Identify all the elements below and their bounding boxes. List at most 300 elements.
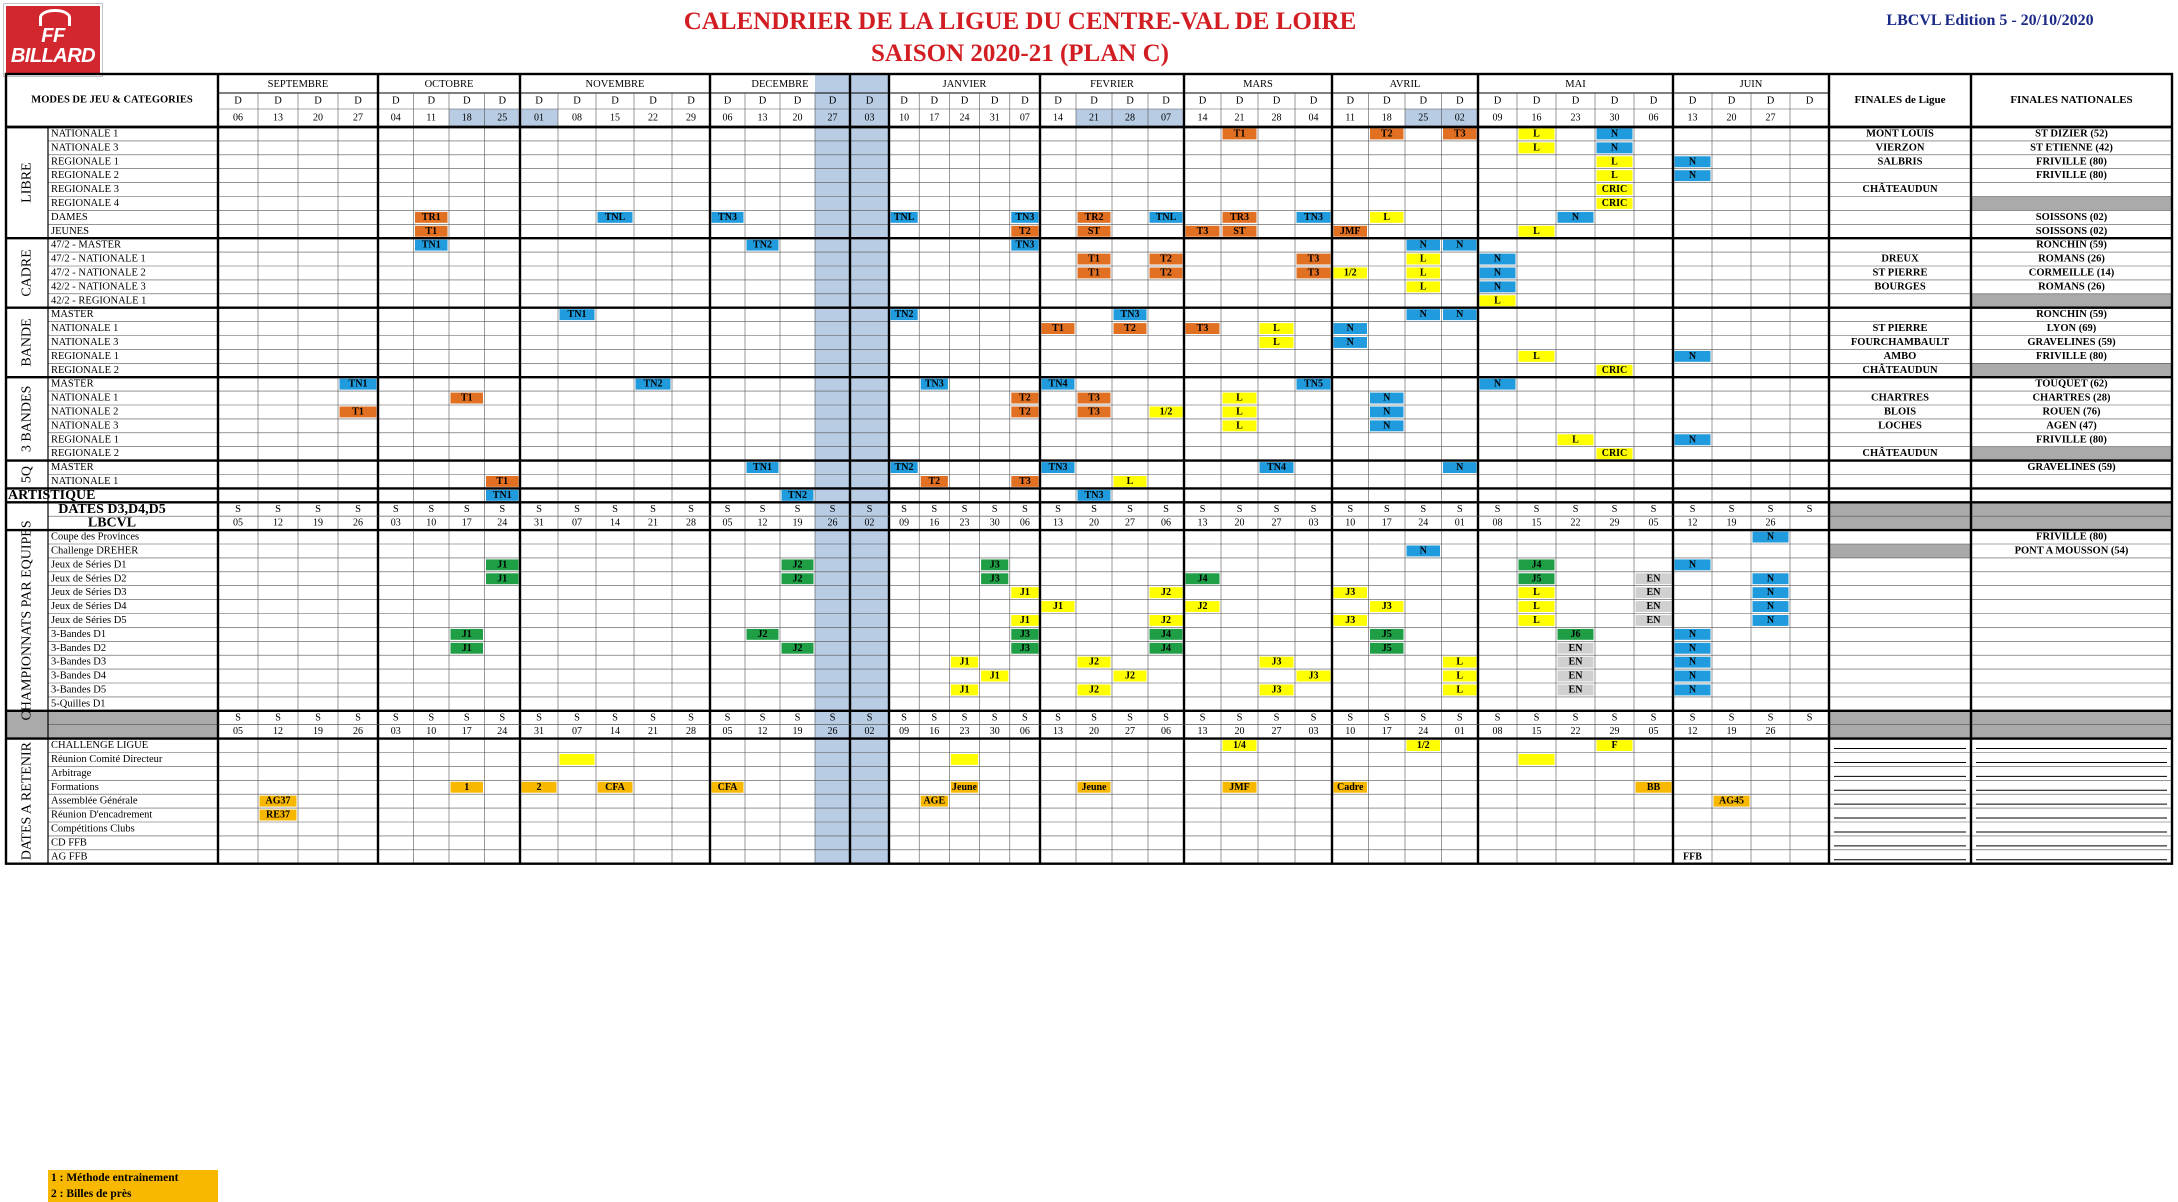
event-label: J1 [461, 642, 472, 654]
day-letter: D [1054, 95, 1062, 107]
saturday-number: 12 [1687, 726, 1698, 738]
finale-ligue: MONT LOUIS [1866, 128, 1934, 140]
row-label: REGIONALE 2 [51, 448, 119, 460]
row-label: 47/2 - MASTER [51, 239, 122, 251]
saturday-letter: S [1456, 503, 1463, 515]
day-number: 25 [497, 112, 508, 124]
saturday-number: 12 [757, 726, 768, 738]
event-label: N [1688, 684, 1697, 696]
saturday-letter: S [1689, 503, 1696, 515]
event-label: L [1126, 475, 1134, 487]
saturday-number: 10 [426, 726, 437, 738]
saturday-number: 20 [1234, 726, 1245, 738]
event-label: J5 [1531, 573, 1542, 585]
saturday-number: 02 [864, 517, 875, 529]
day-number: 18 [461, 112, 472, 124]
saturday-letter: S [794, 712, 801, 724]
event-label: N [1688, 559, 1697, 571]
day-number: 11 [1345, 112, 1356, 124]
saturday-letter: S [574, 712, 580, 724]
event-label: TN4 [1267, 462, 1286, 474]
event-label: J2 [757, 628, 768, 640]
saturday-letter: S [1650, 503, 1657, 515]
event-label: L [1273, 323, 1280, 335]
day-letter: D [1419, 95, 1428, 107]
saturday-letter: S [499, 712, 506, 724]
group-label: CADRE [19, 249, 35, 297]
finale-ligue: DREUX [1881, 253, 1919, 265]
event-label: 1/2 [1159, 406, 1173, 418]
saturday-number: 19 [313, 517, 323, 529]
day-number: 27 [1765, 112, 1776, 124]
saturday-letter: S [574, 503, 580, 515]
finale-nationale: CORMEILLE (14) [2028, 267, 2115, 279]
day-number: 07 [1019, 112, 1030, 124]
event-label: T1 [496, 475, 509, 487]
finale-nationale: ROMANS (26) [2038, 253, 2105, 265]
event-label: L [1419, 267, 1427, 279]
day-letter: D [1090, 95, 1098, 107]
event-label: N [1383, 392, 1391, 404]
saturday-letter: S [1728, 712, 1735, 724]
event-label: L [1494, 295, 1501, 307]
event-label: TN3 [1084, 489, 1104, 501]
event-label: TN3 [1048, 462, 1068, 474]
event-label: J4 [1197, 573, 1208, 585]
day-letter: D [723, 95, 732, 107]
day-number: 17 [929, 112, 940, 124]
day-letter: D [1198, 95, 1207, 107]
event-label: L [1533, 601, 1540, 613]
day-letter: D [649, 95, 657, 107]
event-label: CRIC [1601, 448, 1628, 460]
day-number: 09 [1492, 112, 1503, 124]
saturday-letter: S [724, 712, 731, 724]
day-letter: D [462, 95, 471, 107]
saturday-letter: S [315, 712, 321, 724]
saturday-number: 10 [1345, 726, 1356, 738]
month-label: AVRIL [1389, 79, 1421, 90]
row-label: 5-Quilles D1 [51, 698, 106, 710]
saturday-number: 30 [989, 517, 1000, 529]
holiday-column [850, 74, 889, 864]
group-label: 5Q [19, 465, 35, 484]
event-label: N [1688, 642, 1697, 654]
saturday-letter: S [1494, 503, 1501, 515]
row-label: NATIONALE 1 [51, 392, 119, 404]
legend-item-1: 1 : Méthode entrainement [48, 1170, 218, 1186]
saturday-number: 06 [1019, 517, 1030, 529]
saturday-letter: S [1273, 712, 1280, 724]
finale-nationale: LYON (69) [2046, 323, 2097, 335]
saturday-number: 28 [686, 726, 696, 738]
event-label: J2 [1197, 601, 1208, 613]
event-label: Cadre [1337, 781, 1364, 793]
day-number: 13 [757, 112, 768, 124]
saturday-letter: S [612, 503, 618, 515]
saturday-letter: S [866, 503, 873, 515]
day-letter: D [573, 95, 581, 107]
event-label: TNL [893, 211, 915, 223]
event-label: T2 [1124, 323, 1136, 335]
row-label: JEUNES [51, 225, 89, 237]
saturday-number: 06 [1161, 517, 1171, 529]
saturday-number: 05 [1648, 726, 1659, 738]
row-label: Réunion Comité Directeur [51, 753, 163, 765]
event-label: L [1533, 614, 1540, 626]
day-number: 06 [722, 112, 733, 124]
saturday-letter: S [829, 712, 836, 724]
saturday-number: 26 [353, 517, 363, 529]
saturday-number: 12 [273, 517, 283, 529]
event-label: EN [1646, 601, 1661, 613]
saturday-number: 17 [461, 517, 472, 529]
day-letter: D [234, 95, 242, 107]
event-label: ST [1233, 225, 1246, 237]
event-label: BB [1646, 781, 1661, 793]
saturday-number: 01 [1454, 726, 1465, 738]
event-label: EN [1646, 573, 1661, 585]
day-number: 20 [1726, 112, 1737, 124]
saturday-number: 26 [353, 726, 363, 738]
saturday-letter: S [1767, 503, 1774, 515]
event-label: L [1533, 587, 1540, 599]
saturday-number: 31 [534, 726, 544, 738]
day-letter: D [1766, 95, 1775, 107]
day-number: 16 [1531, 112, 1542, 124]
event-label: ST [1087, 225, 1101, 237]
row-label: 47/2 - NATIONALE 1 [51, 253, 146, 265]
saturday-number: 27 [1125, 517, 1135, 529]
gray-finale-cell [1971, 294, 2172, 308]
day-number: 21 [1234, 112, 1245, 124]
row-label: NATIONALE 2 [51, 406, 119, 418]
event-label: 1/2 [1416, 740, 1430, 752]
dates-label: LBCVL [87, 515, 137, 531]
saturday-letter: S [1347, 712, 1354, 724]
group-label: ARTISTIQUE [8, 487, 96, 503]
event-label: J2 [1125, 670, 1135, 682]
event-label: EN [1646, 587, 1661, 599]
saturday-number: 20 [1234, 517, 1245, 529]
saturday-number: 09 [899, 726, 910, 738]
day-number: 29 [686, 112, 696, 124]
event-label: RE37 [266, 809, 290, 821]
event-label: TNL [604, 211, 626, 223]
event-label: TN3 [1304, 211, 1323, 223]
row-label: Formations [51, 781, 99, 793]
event-label: J4 [1161, 628, 1171, 640]
saturday-number: 07 [572, 517, 582, 529]
event-label: L [1236, 420, 1243, 432]
saturday-number: 19 [313, 726, 323, 738]
finale-nationale: RONCHIN (59) [2036, 309, 2107, 321]
event-label: N [1610, 142, 1619, 154]
saturday-number: 19 [1726, 726, 1737, 738]
finale-nationale: SOISSONS (02) [2035, 211, 2108, 223]
finale-ligue: CHÂTEAUDUN [1862, 364, 1938, 376]
event-label: T3 [1088, 406, 1100, 418]
day-number: 20 [313, 112, 323, 124]
row-label: Jeux de Séries D1 [51, 559, 127, 571]
saturday-letter: S [1611, 503, 1618, 515]
saturday-letter: S [463, 503, 470, 515]
month-label: OCTOBRE [424, 79, 474, 90]
saturday-letter: S [1199, 503, 1206, 515]
day-letter: D [1021, 95, 1029, 107]
event-label: T3 [1453, 128, 1466, 140]
row-label: 3-Bandes D1 [51, 628, 107, 640]
event-label: N [1493, 378, 1502, 390]
saturday-letter: S [1163, 503, 1169, 515]
finale-nationale: PONT A MOUSSON (54) [2014, 545, 2129, 557]
day-number: 02 [1454, 112, 1465, 124]
saturday-letter: S [392, 503, 399, 515]
event-label: L [1236, 406, 1243, 418]
page-title: CALENDRIER DE LA LIGUE DU CENTRE-VAL DE LOIRE [683, 8, 1357, 35]
saturday-letter: S [235, 503, 241, 515]
row-label: 42/2 - REGIONALE 1 [51, 295, 147, 307]
event-label: TN3 [1120, 309, 1140, 321]
row-label: MASTER [51, 378, 94, 390]
event-label: T2 [1019, 392, 1031, 404]
row-label: 3-Bandes D5 [51, 684, 107, 696]
saturday-letter: S [1127, 503, 1133, 515]
event-label: FFB [1683, 851, 1702, 863]
saturday-number: 05 [722, 726, 733, 738]
saturday-letter: S [1021, 503, 1028, 515]
row-label: CHALLENGE LIGUE [51, 740, 149, 752]
saturday-letter: S [275, 712, 281, 724]
event-label: T3 [1307, 267, 1320, 279]
event-label: L [1456, 684, 1464, 696]
row-label: 3-Bandes D3 [51, 656, 107, 668]
day-number: 28 [1125, 112, 1135, 124]
row-label: REGIONALE 1 [51, 434, 119, 446]
row-label: REGIONALE 1 [51, 350, 119, 362]
saturday-number: 20 [1089, 517, 1099, 529]
event-label: TN5 [1304, 378, 1323, 390]
saturday-number: 06 [1161, 726, 1171, 738]
event-label: J2 [1089, 656, 1099, 668]
event-label: T3 [1196, 323, 1209, 335]
saturday-number: 17 [1381, 726, 1392, 738]
saturday-letter: S [759, 712, 766, 724]
finale-ligue: LOCHES [1878, 420, 1922, 432]
event-label: L [1533, 225, 1540, 237]
finale-ligue: ST PIERRE [1872, 323, 1928, 335]
finale-ligue: VIERZON [1875, 142, 1925, 154]
day-letter: D [1688, 95, 1697, 107]
saturday-number: 16 [929, 517, 940, 529]
saturday-number: 26 [827, 517, 838, 529]
saturday-letter: S [1021, 712, 1028, 724]
day-letter: D [1162, 95, 1170, 107]
event-label: TR1 [421, 211, 441, 223]
saturday-number: 24 [1418, 517, 1429, 529]
event-label: N [1688, 156, 1697, 168]
event-label: J1 [989, 670, 1000, 682]
event-label: CFA [605, 781, 625, 793]
event-label: T2 [1019, 406, 1031, 418]
event-label: N [1688, 170, 1697, 182]
saturday-number: 27 [1271, 726, 1282, 738]
row-label: Coupe des Provinces [51, 531, 140, 543]
finale-nationale: ROMANS (26) [2038, 281, 2105, 293]
event-label: T1 [1052, 323, 1064, 335]
event-label: 1/2 [1343, 267, 1357, 279]
gray-finale-cell [1971, 197, 2172, 211]
day-letter: D [535, 95, 543, 107]
day-number: 31 [989, 112, 1000, 124]
event-label: N [1571, 211, 1580, 223]
saturday-number: 02 [864, 726, 875, 738]
day-number: 06 [233, 112, 243, 124]
event-label: TR3 [1230, 211, 1249, 223]
row-label: REGIONALE 2 [51, 364, 119, 376]
day-number: 11 [426, 112, 437, 124]
event-label: T2 [1380, 128, 1393, 140]
event-label: JMF [1229, 781, 1250, 793]
event-label: J1 [1019, 587, 1030, 599]
row-label: CD FFB [51, 837, 87, 849]
saturday-letter: S [1806, 712, 1813, 724]
event-label: J5 [1381, 628, 1392, 640]
saturday-number: 17 [461, 726, 472, 738]
event-label: N [1766, 587, 1775, 599]
row-label: Challenge DREHER [51, 545, 139, 557]
gray-finale-cell [1971, 363, 2172, 377]
finale-ligue: CHARTRES [1871, 392, 1929, 404]
saturday-number: 22 [1570, 726, 1581, 738]
logo-title: FF BILLARD [10, 25, 96, 67]
event-label: L [1456, 656, 1464, 668]
day-number: 07 [1161, 112, 1171, 124]
saturday-letter: S [1310, 712, 1317, 724]
day-number: 04 [390, 112, 401, 124]
finale-ligue: ST PIERRE [1872, 267, 1928, 279]
outer-border [6, 74, 2172, 864]
saturday-number: 23 [959, 726, 970, 738]
finale-ligue: BOURGES [1874, 281, 1926, 293]
finale-nationale: AGEN (47) [2046, 420, 2097, 432]
day-number: 04 [1308, 112, 1319, 124]
event-label: J1 [959, 656, 970, 668]
group-label: BANDE [19, 318, 35, 367]
saturday-letter: S [1310, 503, 1317, 515]
event-label: Jeune [1081, 781, 1107, 793]
event-label: N [1766, 614, 1775, 626]
finales-ligue-header: FINALES de Ligue [1854, 94, 1946, 106]
day-number: 30 [1609, 112, 1620, 124]
saturday-number: 09 [899, 517, 910, 529]
day-letter: D [930, 95, 939, 107]
saturday-letter: S [235, 712, 241, 724]
saturday-letter: S [1163, 712, 1169, 724]
event-label: L [1572, 434, 1579, 446]
event-label: T1 [1088, 253, 1100, 265]
event-label: N [1688, 434, 1697, 446]
event-label: N [1383, 406, 1391, 418]
event-label: J1 [1053, 601, 1063, 613]
day-letter: D [314, 95, 322, 107]
day-letter: D [1610, 95, 1619, 107]
group-label: DATES A RETENIR [19, 742, 35, 861]
event-label: N [1493, 281, 1502, 293]
saturday-number: 26 [1765, 726, 1776, 738]
gray-finale-cell [1971, 447, 2172, 461]
dates-label: DATES D3,D4,D5 [58, 501, 166, 517]
finale-nationale: FRIVILLE (80) [2036, 156, 2107, 168]
day-letter: D [427, 95, 436, 107]
saturday-number: 21 [648, 517, 658, 529]
logo-subtitle: CENTRE-VAL DE LOIRE [9, 76, 97, 85]
day-letter: D [865, 95, 874, 107]
event-label: J1 [461, 628, 472, 640]
saturday-number: 19 [1726, 517, 1737, 529]
saturday-letter: S [650, 503, 656, 515]
event-label: L [1456, 670, 1464, 682]
event-label: TN2 [894, 309, 914, 321]
finale-ligue: CHÂTEAUDUN [1862, 448, 1938, 460]
day-letter: D [1235, 95, 1244, 107]
saturday-letter: S [1420, 503, 1427, 515]
day-number: 01 [534, 112, 544, 124]
day-letter: D [498, 95, 507, 107]
day-number: 06 [1648, 112, 1659, 124]
saturday-letter: S [1091, 712, 1097, 724]
row-label: Jeux de Séries D2 [51, 573, 127, 585]
saturday-number: 16 [929, 726, 940, 738]
saturday-letter: S [1236, 503, 1243, 515]
finale-ligue: CHÂTEAUDUN [1862, 184, 1938, 196]
event-label: L [1419, 253, 1427, 265]
event-label: EN [1568, 656, 1583, 668]
row-label: 3-Bandes D4 [51, 670, 107, 682]
day-number: 25 [1418, 112, 1429, 124]
saturday-letter: S [991, 503, 998, 515]
finale-nationale: TOUQUET (62) [2035, 378, 2108, 390]
event-cell [1519, 754, 1555, 765]
day-number: 14 [1053, 112, 1063, 124]
saturday-letter: S [866, 712, 873, 724]
saturday-letter: S [901, 503, 908, 515]
row-label: 42/2 - NATIONALE 3 [51, 281, 146, 293]
finale-nationale: ST DIZIER (52) [2035, 128, 2108, 140]
event-label: L [1611, 156, 1618, 168]
day-number: 13 [273, 112, 283, 124]
event-label: J2 [792, 573, 803, 585]
day-number: 23 [1570, 112, 1581, 124]
day-number: 08 [572, 112, 582, 124]
day-letter: D [1455, 95, 1464, 107]
finale-nationale: FRIVILLE (80) [2036, 531, 2107, 543]
event-label: J3 [1271, 656, 1282, 668]
saturday-letter: S [931, 503, 938, 515]
event-label: 1 [464, 781, 470, 793]
row-label: NATIONALE 1 [51, 475, 119, 487]
saturday-number: 03 [1308, 517, 1319, 529]
day-number: 27 [353, 112, 363, 124]
saturday-number: 29 [1609, 517, 1620, 529]
event-label: N [1419, 545, 1427, 557]
event-label: L [1533, 350, 1540, 362]
day-letter: D [1126, 95, 1134, 107]
event-label: TN1 [492, 489, 512, 501]
event-label: J1 [959, 684, 970, 696]
saturday-letter: S [1347, 503, 1354, 515]
event-label: L [1273, 336, 1280, 348]
